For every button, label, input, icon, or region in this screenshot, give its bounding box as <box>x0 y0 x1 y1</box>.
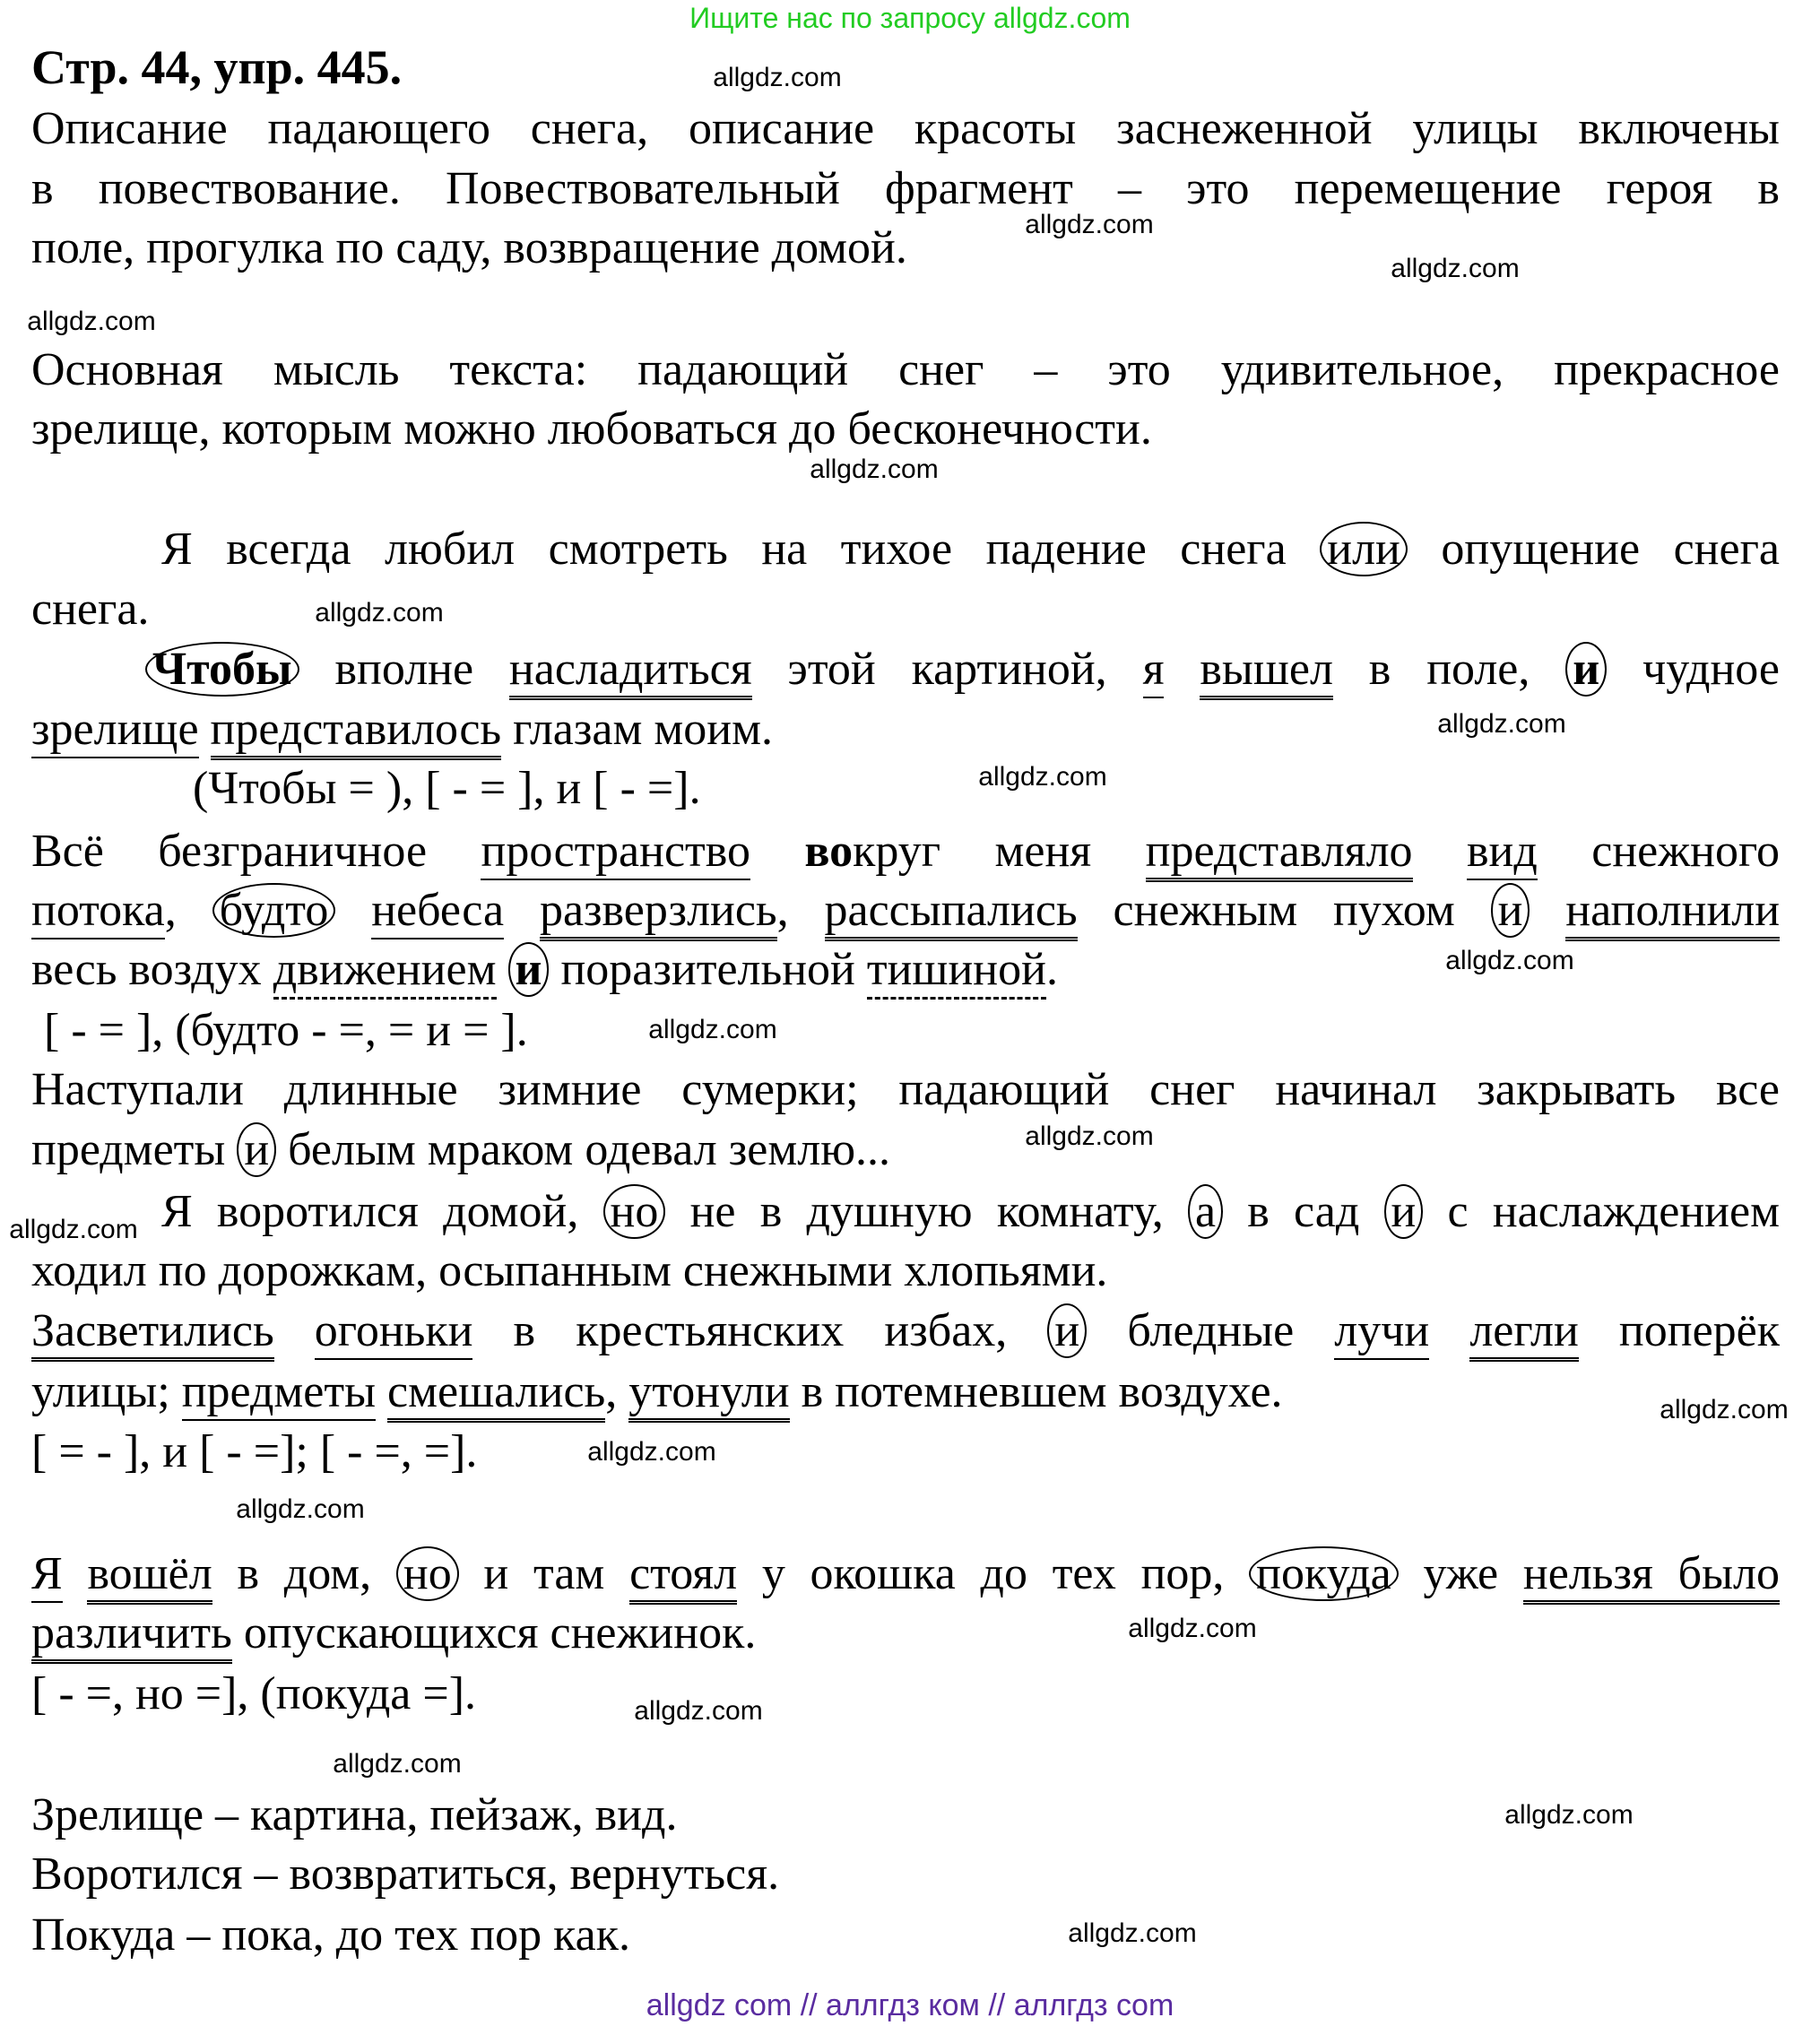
adverbial-underlined: движением <box>273 944 497 1000</box>
watermark-text: allgdz.com <box>634 1696 763 1726</box>
text-segment: Я воротился домой, <box>161 1186 603 1237</box>
text-segment: в дом, <box>212 1548 396 1599</box>
text-segment <box>497 944 508 995</box>
circled-conjunction: а <box>1188 1184 1223 1239</box>
text-segment <box>274 1305 315 1356</box>
watermark-text: allgdz.com <box>713 63 842 92</box>
text-segment: круг меня <box>853 826 1146 877</box>
text-segment: у окошка до тех пор, <box>737 1548 1250 1599</box>
text-segment <box>504 885 540 936</box>
subject-underlined: вид <box>1467 826 1538 880</box>
circled-conjunction: покуда <box>1249 1546 1399 1601</box>
text-segment: , <box>605 1366 629 1417</box>
text-line <box>31 1062 1780 1118</box>
text-line <box>31 1424 1780 1480</box>
subject-underlined: небеса <box>371 885 504 939</box>
circled-conjunction: и <box>508 942 550 997</box>
text-line <box>31 522 1780 577</box>
circled-conjunction: но <box>396 1546 459 1601</box>
predicate-underlined: вошёл <box>87 1548 212 1605</box>
text-segment: в повествование. Повествовательный фрагмент – это перемещение героя в <box>31 163 1780 214</box>
text-line <box>31 642 1780 697</box>
text-segment <box>1413 826 1467 877</box>
text-segment: снега. <box>31 584 150 635</box>
circled-conjunction: и <box>1491 883 1530 938</box>
watermark-text: allgdz.com <box>1025 210 1154 239</box>
text-segment <box>63 1548 88 1599</box>
text-segment: поперёк <box>1578 1305 1780 1356</box>
text-segment: в поле, <box>1332 644 1566 695</box>
text-segment <box>1164 644 1200 695</box>
text-segment: опущение снега <box>1407 524 1780 575</box>
text-line <box>31 1122 1780 1178</box>
text-line <box>31 1847 1780 1902</box>
text-line <box>31 1303 1780 1359</box>
text-segment: опускающихся снежинок. <box>231 1607 757 1658</box>
subject-underlined: я <box>1143 644 1165 698</box>
footer-links: allgdz com // аллгдз ком // аллгдз com <box>646 1988 1174 2022</box>
circled-conjunction: Чтобы <box>145 642 299 697</box>
circled-conjunction: и <box>1565 642 1607 697</box>
text-segment: Основная мысль текста: падающий снег – это удивительное, прекрасное <box>31 344 1780 395</box>
circled-conjunction: или <box>1320 522 1408 576</box>
text-segment: глазам моим. <box>501 704 774 755</box>
text-line <box>31 761 1780 817</box>
circled-conjunction: но <box>603 1184 666 1239</box>
search-hint-banner: Ищите нас по запросу allgdz.com <box>689 2 1131 34</box>
text-segment: белым мраком одевал землю... <box>276 1124 891 1175</box>
text-segment: , <box>776 885 825 936</box>
subject-underlined: предметы <box>182 1366 376 1421</box>
text-line <box>31 1546 1780 1602</box>
text-segment: ходил по дорожкам, осыпанным снежными хлопьями. <box>31 1245 1108 1296</box>
text-segment: не в душную комнату, <box>665 1186 1188 1237</box>
text-segment: снежным пухом <box>1077 885 1491 936</box>
text-line <box>31 1667 1780 1722</box>
text-line <box>31 342 1780 398</box>
watermark-text: allgdz.com <box>1128 1614 1257 1643</box>
text-segment: зрелище, которым можно любоваться до бесконечности. <box>31 403 1152 455</box>
text-segment: Я всегда любил смотреть на тихое падение снега <box>161 524 1321 575</box>
text-segment: [ - =, но =], (покуда =]. <box>31 1668 477 1719</box>
subject-underlined: потока <box>31 885 165 939</box>
watermark-text: allgdz.com <box>236 1494 365 1524</box>
watermark-text: allgdz.com <box>587 1437 716 1467</box>
predicate-underlined: разверзлись <box>540 885 777 941</box>
watermark-text: allgdz.com <box>333 1749 462 1779</box>
predicate-underlined: рассыпались <box>825 885 1078 941</box>
text-segment <box>1530 885 1565 936</box>
text-segment: и там <box>458 1548 630 1599</box>
page-title: Стр. 44, упр. 445. <box>31 40 403 94</box>
predicate-underlined: стоял <box>629 1548 737 1605</box>
circled-conjunction: будто <box>212 883 336 938</box>
text-segment: [ = - ], и [ - =]; [ - =, =]. <box>31 1426 478 1477</box>
text-line <box>31 1003 1780 1059</box>
bold-segment: во <box>804 826 854 877</box>
subject-underlined: огоньки <box>315 1305 473 1360</box>
text-segment: вполне <box>299 644 509 695</box>
text-segment: Покуда – пока, до тех пор как. <box>31 1909 630 1961</box>
watermark-text: allgdz.com <box>315 598 444 628</box>
predicate-underlined: насладиться <box>509 644 752 700</box>
text-segment <box>376 1366 387 1417</box>
predicate-underlined: представилось <box>211 704 502 760</box>
text-segment: Воротился – возвратиться, вернуться. <box>31 1849 780 1900</box>
watermark-text: allgdz.com <box>1445 946 1574 975</box>
watermark-text: allgdz.com <box>1660 1395 1789 1424</box>
text-segment: в сад <box>1223 1186 1384 1237</box>
subject-underlined: лучи <box>1334 1305 1429 1360</box>
watermark-text: allgdz.com <box>810 455 939 484</box>
text-segment: , <box>164 885 212 936</box>
text-segment <box>750 826 804 877</box>
watermark-text: allgdz.com <box>648 1015 777 1044</box>
text-segment: поле, прогулка по саду, возвращение домой. <box>31 222 907 273</box>
text-segment: бледные <box>1087 1305 1335 1356</box>
text-line <box>31 402 1780 457</box>
text-line <box>31 582 1780 637</box>
text-segment <box>1429 1305 1469 1356</box>
text-segment: в потемневшем воздухе. <box>789 1366 1283 1417</box>
text-line <box>31 101 1780 157</box>
predicate-underlined: представляло <box>1146 826 1413 882</box>
text-segment: [ - = ], (будто - =, = и = ]. <box>44 1005 528 1056</box>
text-line <box>31 883 1780 939</box>
text-line <box>31 1364 1780 1420</box>
text-segment: поразительной <box>549 944 867 995</box>
subject-underlined: Я <box>31 1548 63 1603</box>
text-segment: (Чтобы = ), [ - = ], и [ - =]. <box>193 763 701 814</box>
watermark-text: allgdz.com <box>978 762 1107 792</box>
text-segment: этой картиной, <box>751 644 1143 695</box>
text-line <box>31 161 1780 217</box>
watermark-text: allgdz.com <box>9 1215 138 1244</box>
watermark-text: allgdz.com <box>1025 1121 1154 1151</box>
text-segment: улицы; <box>31 1366 182 1417</box>
text-line <box>31 1243 1780 1299</box>
text-segment <box>335 885 371 936</box>
predicate-underlined: Засветились <box>31 1305 274 1362</box>
text-segment: снежного <box>1537 826 1781 877</box>
predicate-underlined: легли <box>1469 1305 1579 1362</box>
circled-conjunction: и <box>1047 1303 1087 1358</box>
circled-conjunction: и <box>237 1122 276 1177</box>
text-segment: чудное <box>1607 644 1780 695</box>
text-segment: предметы <box>31 1124 238 1175</box>
predicate-underlined: утонули <box>628 1366 789 1423</box>
text-segment: . <box>1045 944 1058 995</box>
text-segment: Всё безграничное <box>31 826 481 877</box>
text-segment: уже <box>1398 1548 1523 1599</box>
predicate-underlined: нельзя было <box>1523 1548 1780 1605</box>
watermark-text: allgdz.com <box>1068 1918 1197 1948</box>
predicate-underlined: наполнили <box>1565 885 1780 941</box>
circled-conjunction: и <box>1384 1184 1424 1239</box>
text-line <box>31 1184 1780 1240</box>
text-segment: Описание падающего снега, описание красоты заснеженной улицы включены <box>31 103 1780 154</box>
predicate-underlined: различить <box>31 1607 232 1664</box>
text-segment: в крестьянских избах, <box>472 1305 1048 1356</box>
predicate-underlined: смешались <box>387 1366 605 1423</box>
text-segment <box>199 704 211 755</box>
watermark-text: allgdz.com <box>1437 709 1566 739</box>
subject-underlined: пространство <box>481 826 750 880</box>
text-segment: Наступали длинные зимние сумерки; падающий снег начинал закрывать все <box>31 1064 1780 1115</box>
text-segment: с наслаждением <box>1423 1186 1780 1237</box>
text-line <box>31 824 1780 879</box>
subject-underlined: зрелище <box>31 704 199 758</box>
text-line <box>31 1606 1780 1661</box>
text-segment: весь воздух <box>31 944 273 995</box>
adverbial-underlined: тишиной <box>867 944 1046 1000</box>
text-line <box>31 1908 1780 1963</box>
watermark-text: allgdz.com <box>1504 1800 1634 1830</box>
watermark-text: allgdz.com <box>1391 254 1520 283</box>
watermark-text: allgdz.com <box>27 307 156 336</box>
predicate-underlined: вышел <box>1200 644 1333 700</box>
text-segment: Зрелище – картина, пейзаж, вид. <box>31 1789 678 1840</box>
